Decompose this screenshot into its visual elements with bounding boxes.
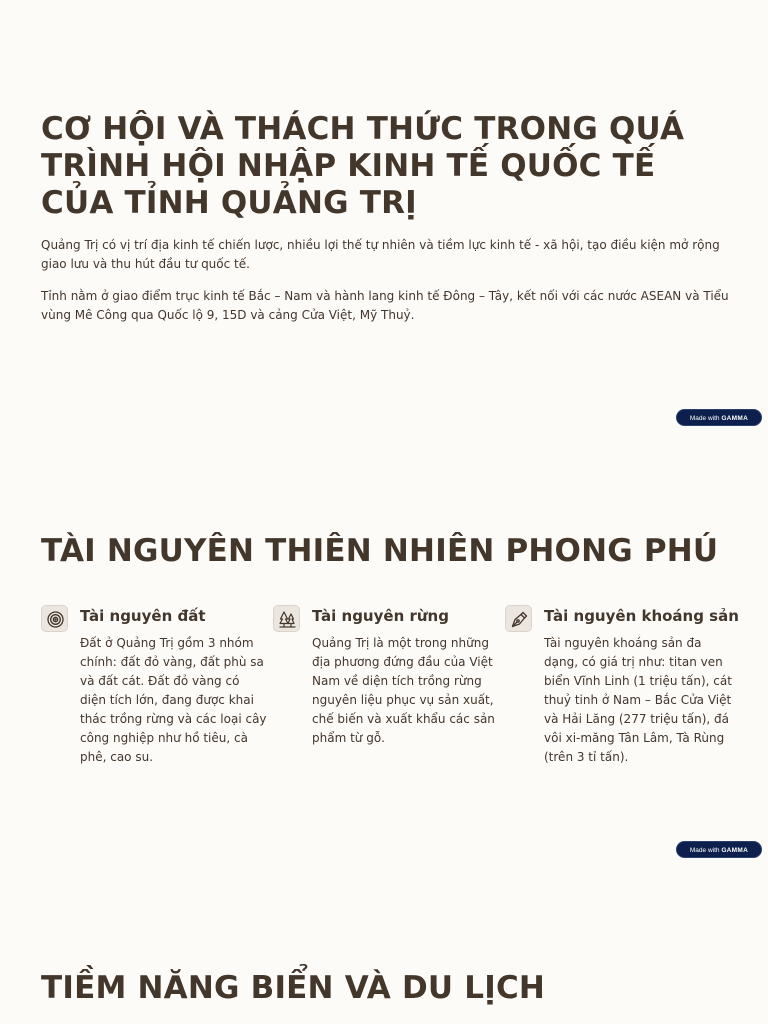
trees-icon [273, 605, 300, 632]
badge-prefix: Made with [689, 847, 720, 854]
card-text: Đất ở Quảng Trị gồm 3 nhóm chính: đất đỏ vàng, đất phù sa và đất cát. Đất đỏ vàng có diện tích lớn, đang được khai thác trồng rừng và các loại cây công nghiệp như hồ tiêu, cà phê, cao su. [80, 636, 267, 764]
made-with-gamma-badge[interactable] [676, 841, 762, 858]
card-text: Quảng Trị là một trong những địa phương đứng đầu của Việt Nam về diện tích trồng rừng nguyên liệu phục vụ sản xuất, chế biến và xuất khẩu các sản phẩm từ gỗ. [312, 636, 495, 745]
made-with-gamma-badge[interactable] [676, 409, 762, 426]
card-title: Tài nguyên rừng [312, 607, 449, 625]
section-1-title: CƠ HỘI VÀ THÁCH THỨC TRONG QUÁ TRÌNH HỘI NHẬP KINH TẾ QUỐC TẾ CỦA TỈNH QUẢNG TRỊ [41, 111, 685, 221]
section-1-paragraph-1: Quảng Trị có vị trí địa kinh tế chiến lược, nhiều lợi thế tự nhiên và tiềm lực kinh tế - xã hội, tạo điều kiện mở rộng giao lưu và thu hút đầu tư quốc tế. [41, 238, 720, 271]
card-text: Tài nguyên khoáng sản đa dạng, có giá trị như: titan ven biển Vĩnh Linh (1 triệu tấn), cát thuỷ tinh ở Nam – Bắc Cửa Việt và Hải Lăng (277 triệu tấn), đá vôi xi-măng Tân Lâm, Tà Rùng (trên 3 tỉ tấn). [544, 636, 732, 764]
badge-prefix: Made with [689, 415, 720, 422]
section-3-title: TIỀM NĂNG BIỂN VÀ DU LỊCH [41, 970, 546, 1006]
target-icon [41, 605, 68, 632]
pen-nib-icon [505, 605, 532, 632]
card-title: Tài nguyên khoáng sản [544, 607, 739, 625]
badge-brand: GAMMA [721, 415, 749, 422]
card-title: Tài nguyên đất [80, 607, 206, 625]
section-2-title: TÀI NGUYÊN THIÊN NHIÊN PHONG PHÚ [41, 533, 719, 569]
section-1-paragraph-2: Tỉnh nằm ở giao điểm trục kinh tế Bắc – Nam và hành lang kinh tế Đông – Tây, kết nối với các nước ASEAN và Tiểu vùng Mê Công qua Quốc lộ 9, 15D và cảng Cửa Việt, Mỹ Thuỷ. [41, 289, 729, 322]
badge-brand: GAMMA [721, 847, 749, 854]
